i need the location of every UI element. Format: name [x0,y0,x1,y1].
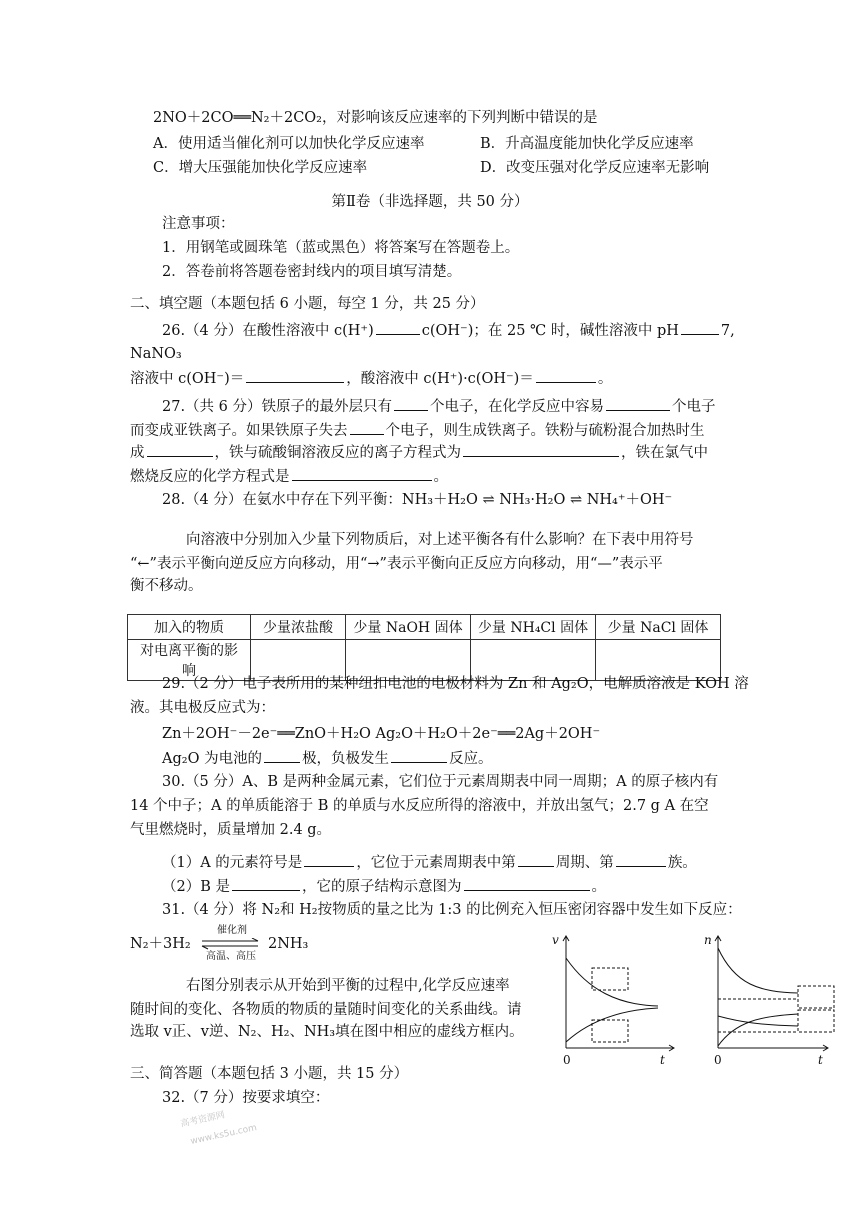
q30-text-g: 。 [591,879,606,895]
q25-option-b: B．升高温度能加快化学反应速率 [480,136,694,152]
q31-para3: 选取 v正、v逆、N₂、H₂、NH₃填在图中相应的虚线方框内。 [130,1024,524,1040]
q27-text-j: 。 [433,469,448,485]
q27-text-g: ，铁与硫酸铜溶液反应的离子方程式为 [214,445,461,461]
q27-line1 [162,396,716,417]
table-header-cell: 加入的物质 [128,615,251,640]
q30-blank-4[interactable] [232,876,300,891]
q27-text-d: 而变成亚铁离子。如果铁原子失去 [130,423,348,439]
q30-line5 [162,876,606,897]
q27-text-b: 个电子，在化学反应中容易 [430,399,605,415]
watermark-text: 高考资源网 [179,1110,226,1130]
q30-line4 [162,852,697,873]
q26-blank-1[interactable] [376,320,420,335]
q29-blank-1[interactable] [264,748,300,763]
q27-text-i: 燃烧反应的化学方程式是 [130,469,290,485]
q28-para3: 衡不移动。 [130,578,203,594]
table-header-cell: 少量 NH₄Cl 固体 [471,615,596,640]
q30-line1: 30.（5 分）A、B 是两种金属元素，它们位于元素周期表中同一周期；A 的原子核内有 [162,774,719,790]
graph2-y-label: n [704,933,712,947]
q30-text-f: ，它的原子结构示意图为 [302,879,462,895]
q26-text-a: 26.（4 分）在酸性溶液中 c(H⁺) [162,323,374,339]
watermark-url: www.ks5u.com [189,1123,258,1147]
q25-option-c: C．增大压强能加快化学反应速率 [153,160,368,176]
q27-text-c: 个电子 [672,399,716,415]
table-row [128,615,721,640]
amount-time-graph [700,930,840,1070]
q30-blank-5[interactable] [464,876,590,891]
table-header-cell: 少量浓盐酸 [251,615,346,640]
q27-line4 [130,466,448,487]
q27-blank-6[interactable] [292,466,432,481]
q27-blank-4[interactable] [147,442,213,457]
q32-line1: 32.（7 分）按要求填空： [162,1090,330,1106]
q25-option-d: D．改变压强对化学反应速率无影响 [480,160,710,176]
q27-text-e: 个电子，则生成铁离子。铁粉与硫粉混合加热时生 [385,423,705,439]
q29-text-a: Ag₂O 为电池的 [162,751,263,767]
q30-text-a: （1）A 的元素符号是 [162,855,303,871]
q31-equation-right: 2NH₃ [268,936,309,952]
q25-option-a: A．使用适当催化剂可以加快化学反应速率 [153,136,425,152]
q27-text-f: 成 [130,445,145,461]
q30-line3: 气里燃烧时，质量增加 2.4 g。 [130,822,332,838]
q26-line3 [130,368,612,389]
table-row-label: 对电离平衡的影响 [128,640,251,681]
table-header-cell: 少量 NaOH 固体 [346,615,471,640]
q27-line3 [130,442,708,463]
q30-blank-1[interactable] [304,852,354,867]
q26-text-f: 。 [597,371,613,387]
q29-line3: Zn＋2OH⁻－2e⁻══ZnO＋H₂O Ag₂O＋H₂O＋2e⁻══2Ag＋2OH⁻ [162,726,601,742]
table-header-cell: 少量 NaCl 固体 [596,615,721,640]
q27-blank-3[interactable] [350,420,384,435]
q26-blank-2[interactable] [681,320,719,335]
graph1-x-label: t [660,1053,665,1067]
graph2-origin: 0 [714,1053,722,1067]
q31-condition-top: 催化剂 [217,925,247,936]
q29-text-c: 反应。 [449,751,493,767]
q26-line2: NaNO₃ [130,346,182,362]
q30-text-e: （2）B 是 [162,879,230,895]
rate-time-graph [548,930,678,1070]
graph1-y-label: v [552,933,559,947]
notice-1: 1．用钢笔或圆珠笔（蓝或黑色）将答案写在答题卷上。 [162,240,520,256]
q30-line2: 14 个中子；A 的单质能溶于 B 的单质与水反应所得的溶液中，并放出氢气；2.7 g A 在空 [130,798,709,814]
q27-text-h: ，铁在氯气中 [621,445,708,461]
q28-para1: 向溶液中分别加入少量下列物质后，对上述平衡各有什么影响？在下表中用符号 [186,532,694,548]
q29-text-b: 极，负极发生 [302,751,390,767]
q31-condition-bottom: 高温、高压 [206,951,256,962]
graph1-origin: 0 [563,1053,571,1067]
q30-text-c: 周期、第 [555,855,614,871]
q31-equation-left: N₂＋3H₂ [130,936,191,952]
q27-blank-1[interactable] [394,396,428,411]
q29-line2: 液。其电极反应式为： [130,700,275,716]
q26-text-d: 溶液中 c(OH⁻)＝ [130,371,245,387]
q31-line1: 31.（4 分）将 N₂和 H₂按物质的量之比为 1:3 的比例充入恒压密闭容器中发生如下反应： [162,902,742,918]
q30-text-d: 族。 [667,855,697,871]
q31-para2: 随时间的变化、各物质的物质的量随时间变化的关系曲线。请 [130,1002,522,1018]
q27-blank-5[interactable] [463,442,619,457]
q25-stem: 2NO＋2CO══N₂＋2CO₂，对影响该反应速率的下列判断中错误的是 [153,110,598,126]
q29-line4 [162,748,493,769]
q26-blank-4[interactable] [536,368,596,383]
q30-blank-2[interactable] [518,852,554,867]
q26-text-b: c(OH⁻)；在 25 ℃ 时，碱性溶液中 pH [421,323,679,339]
notice-2: 2．答卷前将答题卷密封线内的项目填写清楚。 [162,264,462,280]
q26-line1 [162,320,735,341]
graph2-x-label: t [818,1053,823,1067]
q28-table [127,614,721,681]
q28-para2: “←”表示平衡向逆反应方向移动，用“→”表示平衡向正反应方向移动，用“—”表示平 [130,556,663,572]
q26-blank-3[interactable] [246,368,344,383]
q26-text-c: 7, [720,323,735,339]
notice-title: 注意事项： [162,216,235,232]
q29-blank-2[interactable] [391,748,447,763]
section2-title: 二、填空题（本题包括 6 小题，每空 1 分，共 25 分） [130,296,485,312]
q30-text-b: ，它位于元素周期表中第 [356,855,516,871]
q26-text-e: ，酸溶液中 c(H⁺)·c(OH⁻)＝ [346,371,534,387]
q27-line2 [130,420,705,441]
q29-line1: 29.（2 分）电子表所用的某种纽扣电池的电极材料为 Zn 和 Ag₂O，电解质溶液是 KOH 溶 [162,676,749,692]
section3-title: 三、简答题（本题包括 3 小题，共 15 分） [130,1066,409,1082]
q27-text-a: 27.（共 6 分）铁原子的最外层只有 [162,399,393,415]
q27-blank-2[interactable] [606,396,670,411]
q30-blank-3[interactable] [616,852,666,867]
part2-title: 第Ⅱ卷（非选择题，共 50 分） [331,194,529,210]
q31-para1: 右图分别表示从开始到平衡的过程中,化学反应速率 [186,978,510,994]
q28-line1: 28.（4 分）在氨水中存在下列平衡：NH₃＋H₂O ⇌ NH₃·H₂O ⇌ NH₄⁺＋OH⁻ [162,492,673,508]
